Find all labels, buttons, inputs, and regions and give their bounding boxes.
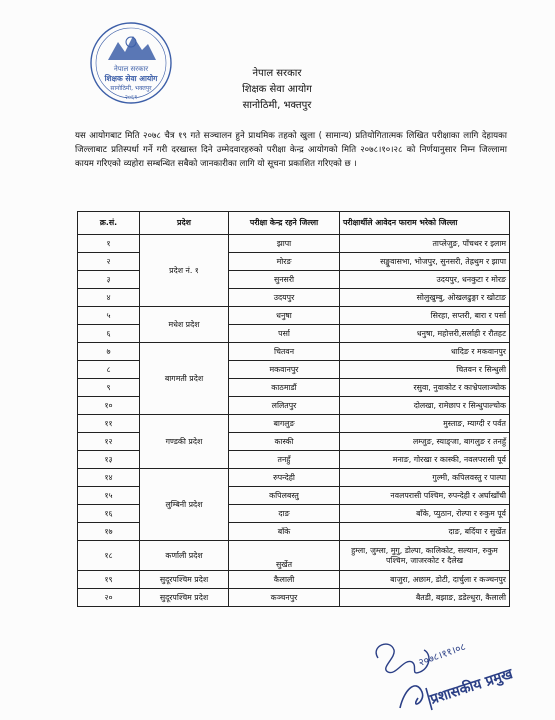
serial-cell: ४	[78, 289, 140, 307]
province-cell: प्रदेश नं. १	[140, 235, 229, 307]
districts-cell: दोलखा, रामेछाप र सिन्धुपाल्चोक	[340, 397, 510, 415]
districts-cell: धनुषा, महोत्तरी,सर्लाही र रौतहट	[340, 325, 510, 343]
signature-flourish	[400, 686, 432, 710]
districts-cell: बाजुरा, अछाम, डोटी, दार्चुला र कञ्चनपुर	[340, 571, 510, 589]
svg-text:शिक्षक सेवा आयोग: शिक्षक सेवा आयोग	[104, 74, 158, 83]
centre-cell: मोरङ	[229, 253, 340, 271]
serial-cell: १४	[78, 469, 140, 487]
table-row	[78, 571, 510, 589]
centre-cell: बाँके	[229, 523, 340, 541]
serial-cell: १८	[78, 541, 140, 571]
table-row	[78, 415, 510, 433]
centre-cell: कपिलबस्तु	[229, 487, 340, 505]
svg-text:नेपाल सरकार: नेपाल सरकार	[113, 65, 149, 73]
signature-block	[360, 628, 535, 713]
table-header-row	[78, 212, 510, 235]
districts-cell: उदयपुर, धनकुटा र मोरङ	[340, 271, 510, 289]
centre-cell: रुपन्देही	[229, 469, 340, 487]
serial-cell: ३	[78, 271, 140, 289]
table-row	[78, 307, 510, 325]
districts-cell: धादिङ र मकवानपुर	[340, 343, 510, 361]
centre-cell: सुर्खेत	[229, 541, 340, 571]
table-row	[78, 343, 510, 361]
centre-cell: पर्सा	[229, 325, 340, 343]
serial-cell: ६	[78, 325, 140, 343]
districts-cell: गुल्मी, कपिलवस्तु र पाल्पा	[340, 469, 510, 487]
serial-cell: ९	[78, 379, 140, 397]
serial-cell: १९	[78, 571, 140, 589]
centre-cell: कञ्चनपुर	[229, 589, 340, 607]
table-row	[78, 235, 510, 253]
centre-cell: सुनसरी	[229, 271, 340, 289]
districts-cell: लम्जुङ, स्याङ्जा, बागलुङ र तनहुँ	[340, 433, 510, 451]
serial-cell: १५	[78, 487, 140, 505]
serial-cell: १३	[78, 451, 140, 469]
centre-cell: धनुषा	[229, 307, 340, 325]
exam-centre-table	[77, 211, 510, 607]
districts-cell: दाङ, बर्दिया र सुर्खेत	[340, 523, 510, 541]
province-cell: मधेश प्रदेश	[140, 307, 229, 343]
districts-cell: हुम्ला, जुम्ला, मुगु, डोल्पा, कालिकोट, सल्यान, रुकुम पश्चिम, जाजरकोट र दैलेख	[340, 541, 510, 571]
org-line-address: सानोठिमी, भक्तपुर	[242, 100, 312, 111]
svg-text:२०६१: २०६१	[124, 94, 138, 101]
notice-paragraph: यस आयोगबाट मिति २०७८ चैत्र १९ गते सञ्चालन हुने प्राथमिक तहको खुला ( सामान्य) प्रतियोगितात्मक लिखित परीक्षाका लागि देहायका जिल्लाबाट प्रतिस्पर्धा गर्ने गरी दरखास्त दिने उम्मेदवारहरुको परीक्षा केन्द्र आयोगको मिति २०७८।१०।२८ को निर्णयानुसार निम्न जिल्लामा कायम गरिएको व्यहोरा सम्बन्धित सबैको जानकारीका लागि यो सूचना प्रकाशित गरिएको छ ।	[75, 131, 507, 169]
province-cell: गण्डकी प्रदेश	[140, 415, 229, 469]
districts-cell: नवलपरासी पश्चिम, रुपन्देही र अर्घाखाँची	[340, 487, 510, 505]
col-header-serial: क्र.सं.	[78, 212, 140, 235]
table-row	[78, 469, 510, 487]
org-line-government: नेपाल सरकार	[252, 68, 302, 79]
centre-cell: बागलुङ	[229, 415, 340, 433]
province-cell: लुम्बिनी प्रदेश	[140, 469, 229, 541]
centre-cell: झापा	[229, 235, 340, 253]
issuing-authority	[222, 66, 332, 114]
table-row	[78, 541, 510, 571]
centre-cell: मकवानपुर	[229, 361, 340, 379]
province-cell: बागमती प्रदेश	[140, 343, 229, 415]
serial-cell: ७	[78, 343, 140, 361]
centre-cell: तनहुँ	[229, 451, 340, 469]
province-cell: सुदूरपश्चिम प्रदेश	[140, 589, 229, 607]
districts-cell: मुस्ताङ, म्याग्दी र पर्वत	[340, 415, 510, 433]
centre-cell: काठमाडौं	[229, 379, 340, 397]
districts-cell: ताप्लेजुङ, पाँचथर र इलाम	[340, 235, 510, 253]
centre-cell: दाङ	[229, 505, 340, 523]
districts-cell: मनाङ, गोरखा र कास्की, नवलपरासी पूर्व	[340, 451, 510, 469]
serial-cell: ११	[78, 415, 140, 433]
districts-cell: रसुवा, नुवाकोट र काभ्रेपलाञ्चोक	[340, 379, 510, 397]
districts-cell: सिरहा, सप्तरी, बारा र पर्सा	[340, 307, 510, 325]
centre-cell: कास्की	[229, 433, 340, 451]
centre-cell: उदयपुर	[229, 289, 340, 307]
col-header-province: प्रदेश	[140, 212, 229, 235]
col-header-applicant-districts: परीक्षार्थीले आवेदन फाराम भरेको जिल्ला	[340, 212, 510, 235]
table-row	[78, 589, 510, 607]
government-seal-icon	[88, 20, 174, 106]
signatory-title: प्रशासकीय प्रमुख	[428, 666, 515, 708]
districts-cell: सोलुखुम्बु, ओखलढुङ्गा र खोटाङ	[340, 289, 510, 307]
centre-cell: चितवन	[229, 343, 340, 361]
centre-cell: ललितपुर	[229, 397, 340, 415]
svg-text:सानोठिमी, भक्तपुर: सानोठिमी, भक्तपुर	[110, 85, 152, 92]
province-cell: कर्णाली प्रदेश	[140, 541, 229, 571]
province-cell: सुदूरपश्चिम प्रदेश	[140, 571, 229, 589]
serial-cell: ५	[78, 307, 140, 325]
serial-cell: २	[78, 253, 140, 271]
serial-cell: १२	[78, 433, 140, 451]
serial-cell: १७	[78, 523, 140, 541]
col-header-centre-district: परीक्षा केन्द्र रहने जिल्ला	[229, 212, 340, 235]
districts-cell: सङ्खुवासभा, भोजपुर, सुनसरी, तेह्रथुम र झापा	[340, 253, 510, 271]
serial-cell: १६	[78, 505, 140, 523]
signature-date: २०७८।११।०८	[417, 641, 468, 669]
org-line-commission: शिक्षक सेवा आयोग	[242, 84, 312, 95]
serial-cell: ८	[78, 361, 140, 379]
serial-cell: २०	[78, 589, 140, 607]
districts-cell: बैतडी, बझाङ, डडेल्धुरा, कैलाली	[340, 589, 510, 607]
districts-cell: चितवन र सिन्धुली	[340, 361, 510, 379]
centre-cell: कैलाली	[229, 571, 340, 589]
serial-cell: १०	[78, 397, 140, 415]
districts-cell: बाँके, प्युठान, रोल्पा र रुकुम पूर्व	[340, 505, 510, 523]
serial-cell: १	[78, 235, 140, 253]
